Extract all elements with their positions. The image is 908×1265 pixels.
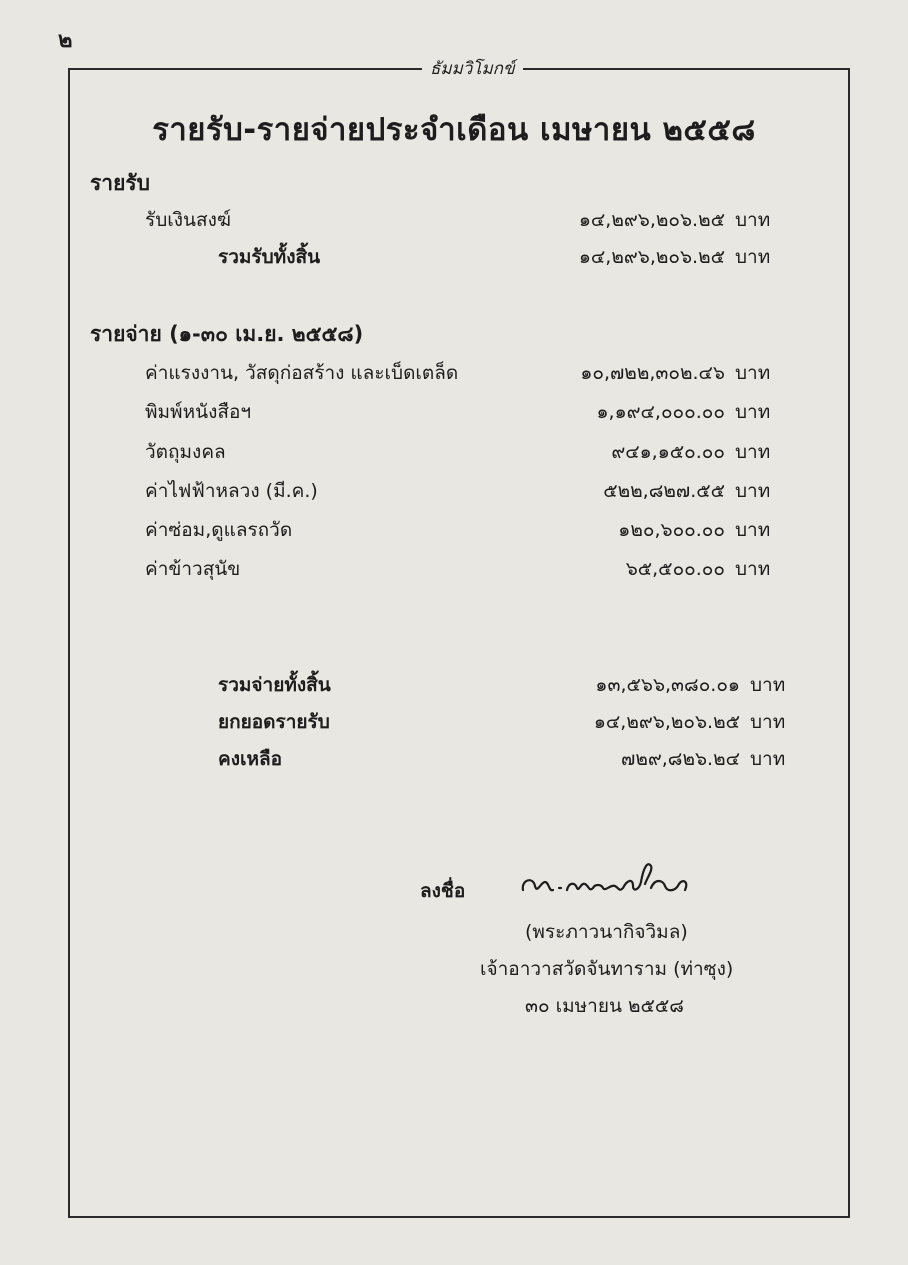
income-item-unit: บาท <box>735 209 771 231</box>
expense-item-unit: บาท <box>735 480 771 502</box>
expense-item-label: ค่าแรงงาน, วัสดุก่อสร้าง และเบ็ดเตล็ด <box>145 362 459 384</box>
income-heading: รายรับ <box>90 171 150 195</box>
expense-item-label: ค่าซ่อม,ดูแลรถวัด <box>145 519 293 541</box>
report-frame <box>68 68 850 1218</box>
income-total-unit: บาท <box>735 246 771 268</box>
signature-date: ๓๐ เมษายน ๒๕๕๘ <box>525 995 684 1017</box>
expense-item-label: ค่าไฟฟ้าหลวง (มี.ค.) <box>145 480 318 502</box>
signatory-position: เจ้าอาวาสวัดจันทาราม (ท่าซุง) <box>480 958 734 980</box>
expense-item-unit: บาท <box>735 441 771 463</box>
expense-item-amount: ๑๐,๗๒๒,๓๐๒.๔๖ <box>580 362 725 384</box>
expense-item-unit: บาท <box>735 401 771 423</box>
total-expense-amount: ๑๓,๕๖๖,๓๘๐.๐๑ <box>595 674 740 696</box>
carried-income-label: ยกยอดรายรับ <box>218 711 330 733</box>
expense-item-unit: บาท <box>735 362 771 384</box>
expense-item-amount: ๑,๑๙๔,๐๐๐.๐๐ <box>596 401 725 423</box>
carried-income-unit: บาท <box>750 711 786 733</box>
expenses-heading: รายจ่าย (๑-๓๐ เม.ย. ๒๕๕๘) <box>90 322 364 346</box>
income-item-label: รับเงินสงฆ์ <box>145 209 232 231</box>
balance-label: คงเหลือ <box>218 748 283 770</box>
expense-item-amount: ๖๕,๕๐๐.๐๐ <box>625 558 725 580</box>
page-number: ๒ <box>58 28 73 53</box>
expense-item-amount: ๙๔๑,๑๕๐.๐๐ <box>611 441 725 463</box>
expense-item-label: พิมพ์หนังสือฯ <box>145 401 252 423</box>
expense-item-unit: บาท <box>735 519 771 541</box>
income-item-amount: ๑๔,๒๙๖,๒๐๖.๒๕ <box>578 209 725 231</box>
expense-item-unit: บาท <box>735 558 771 580</box>
journal-header: ธัมมวิโมกข์ <box>422 55 523 82</box>
expense-item-amount: ๕๒๒,๘๒๗.๕๕ <box>603 480 725 502</box>
income-total-amount: ๑๔,๒๙๖,๒๐๖.๒๕ <box>578 246 725 268</box>
expense-item-amount: ๑๒๐,๖๐๐.๐๐ <box>618 519 725 541</box>
carried-income-amount: ๑๔,๒๙๖,๒๐๖.๒๕ <box>593 711 740 733</box>
expense-item-label: วัตถุมงคล <box>145 441 226 463</box>
signatory-name: (พระภาวนากิจวิมล) <box>525 921 688 943</box>
total-expense-unit: บาท <box>750 674 786 696</box>
total-expense-label: รวมจ่ายทั้งสิ้น <box>218 674 331 696</box>
expense-item-label: ค่าข้าวสุนัข <box>145 558 241 580</box>
signature-label: ลงชื่อ <box>420 880 466 902</box>
handwritten-signature <box>515 852 695 912</box>
page-title: รายรับ-รายจ่ายประจำเดือน เมษายน ๒๕๕๘ <box>152 112 756 148</box>
income-total-label: รวมรับทั้งสิ้น <box>218 246 321 268</box>
balance-amount: ๗๒๙,๘๒๖.๒๔ <box>621 748 740 770</box>
balance-unit: บาท <box>750 748 786 770</box>
